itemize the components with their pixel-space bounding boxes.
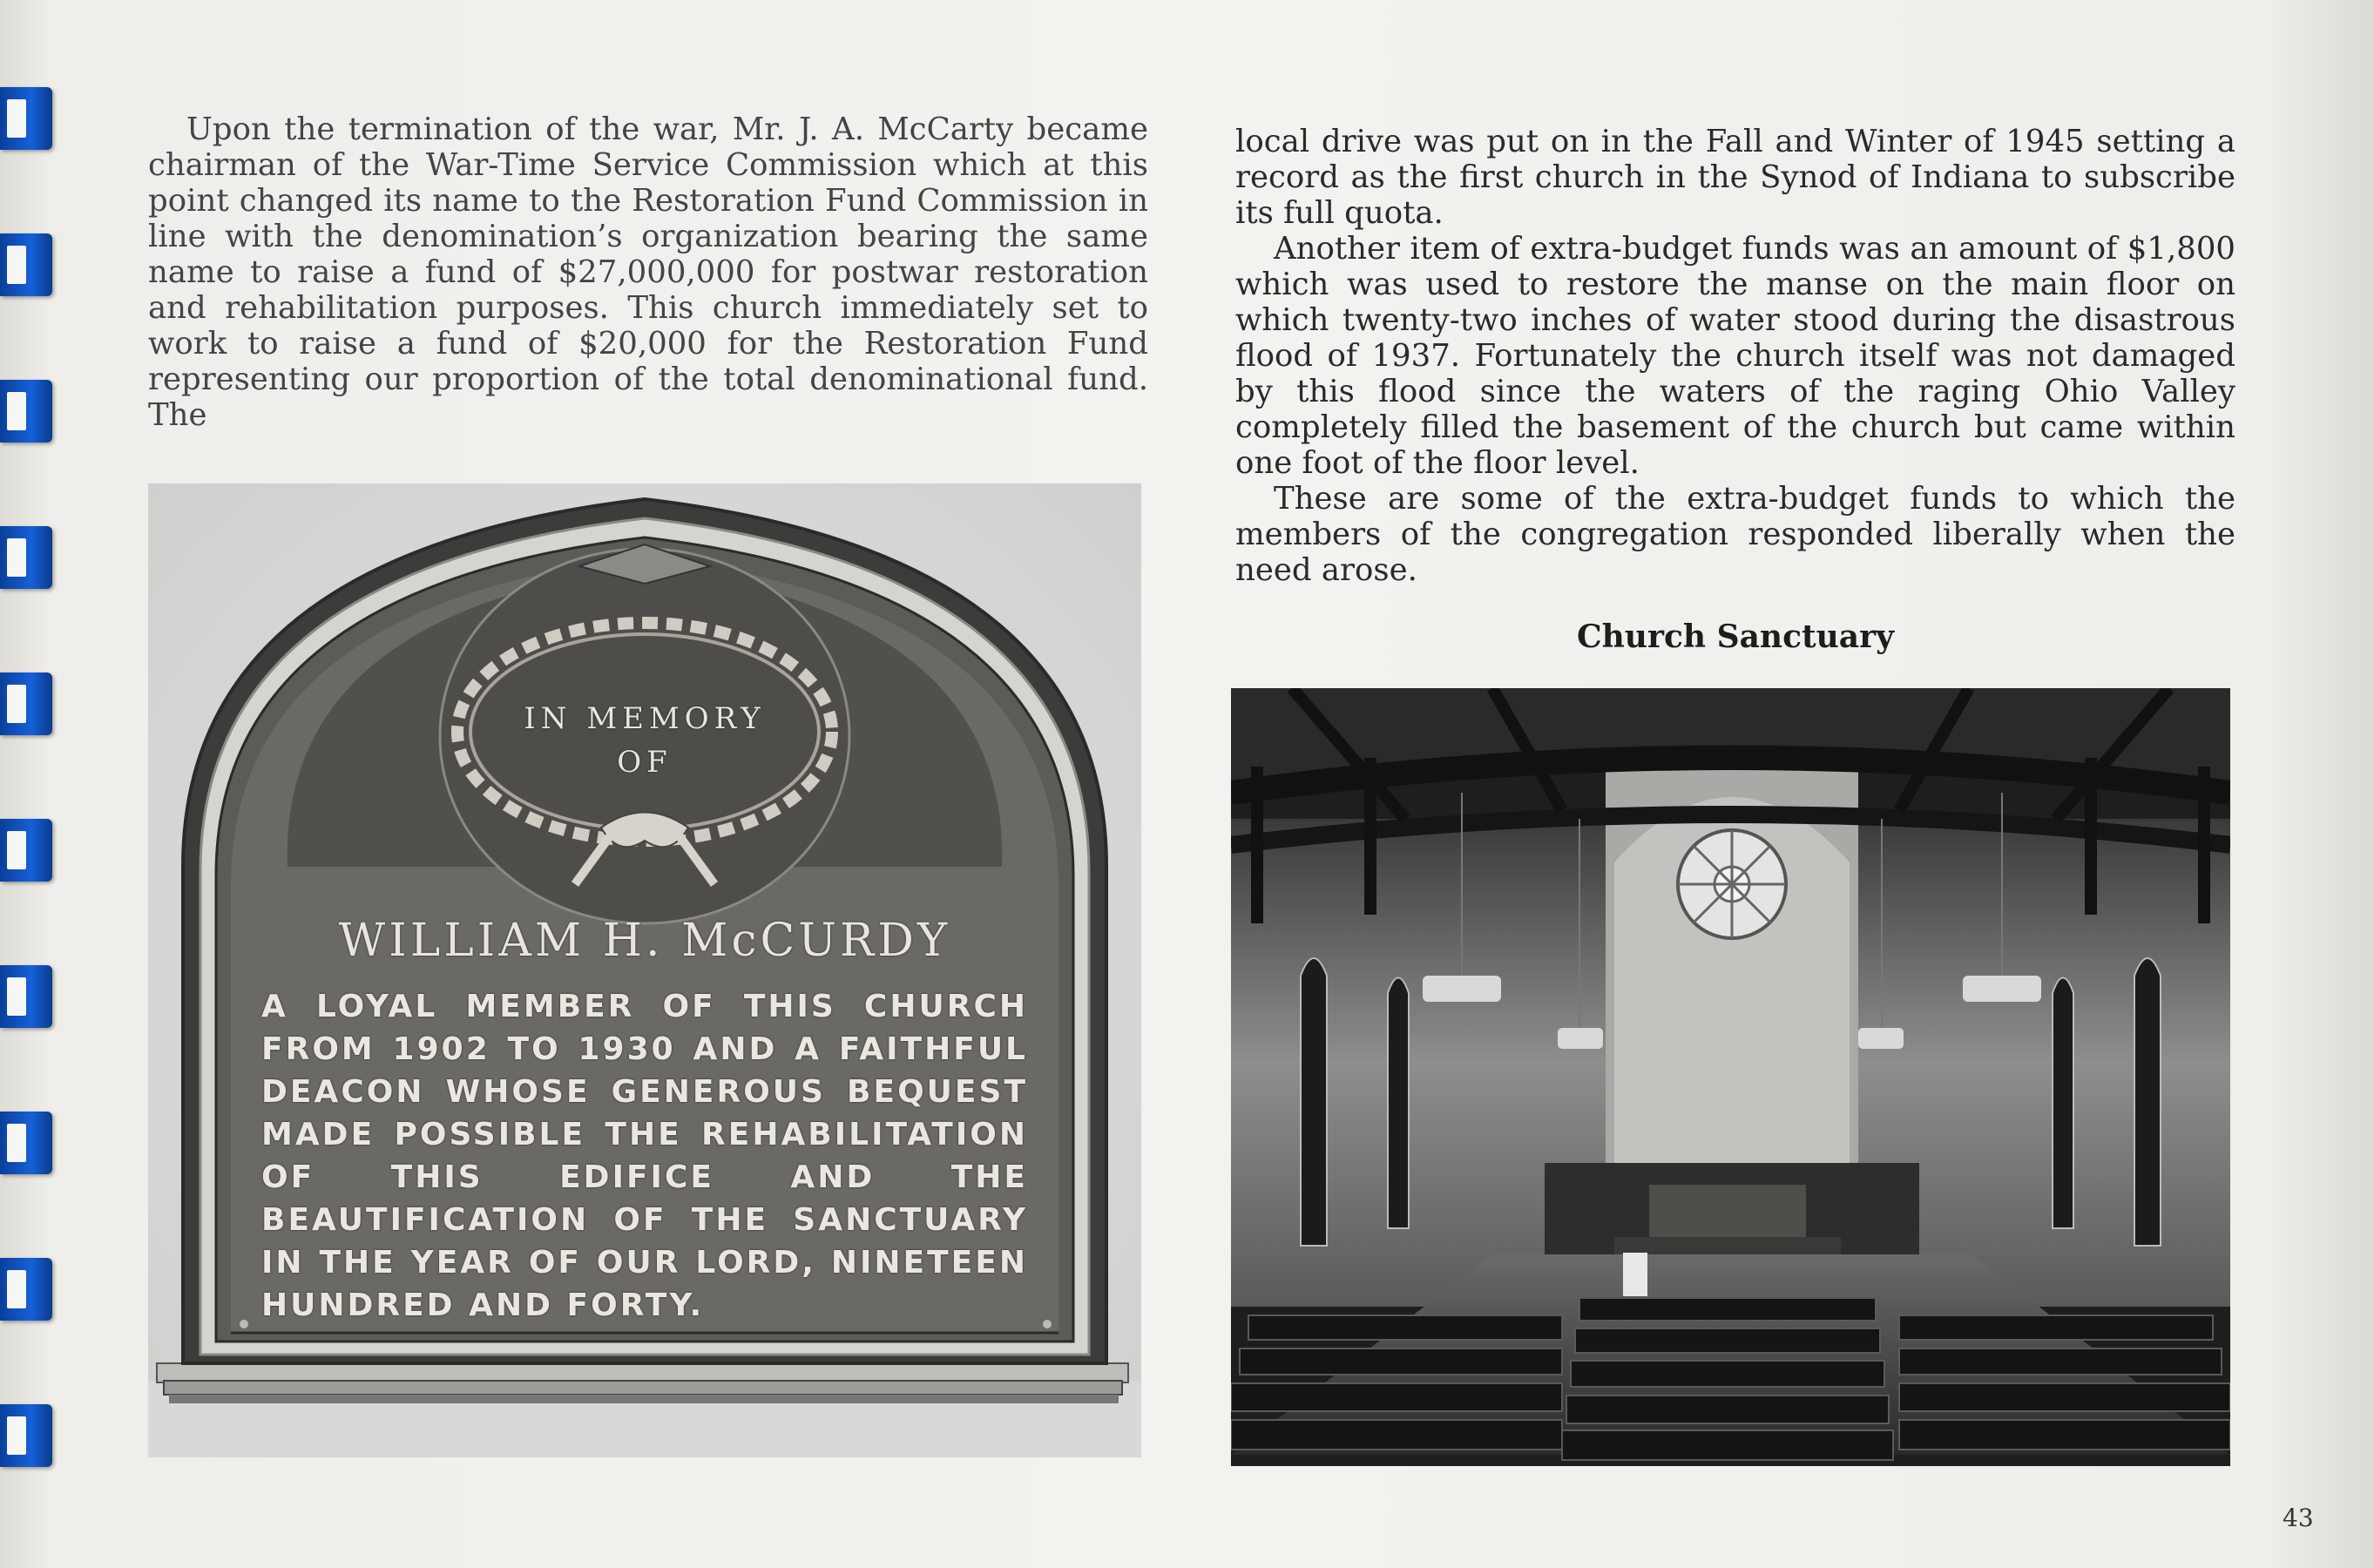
plaque-inscription: A LOYAL MEMBER OF THIS CHURCH FROM 1902 TO 1930 AND A FAITHFUL DEACON WHOSE GENEROUS BEQUEST MADE POSSIBLE THE REHABILITATION OF THIS EDIFICE AND THE BEAUTIFICATION OF THE SANCTUARY IN THE YEAR OF OUR LORD, NINETEEN HUNDRED AND FORTY. — [261, 989, 1028, 1323]
paragraph: Another item of extra-budget funds was an amount of $1,800 which was used to restore the manse on the main floor on which twenty-two inches of water stood during the disastrous flood of 1937. Fortunately the church itself was not damaged by this flood since the waters of the raging Ohio Valley completely filled the basement of the church but came within one foot of the floor level. — [1235, 231, 2235, 481]
church-sanctuary-photo — [1231, 688, 2230, 1466]
binding-ring — [0, 672, 52, 735]
binding-ring — [0, 1112, 52, 1174]
plaque-name: WILLIAM H. McCURDY — [338, 915, 951, 967]
page-number: 43 — [2283, 1504, 2314, 1532]
plaque-of: OF — [617, 745, 673, 780]
paragraph: local drive was put on in the Fall and Winter of 1945 setting a record as the first church in the Synod of Indiana to subscribe its full quota. — [1235, 124, 2235, 231]
photo-caption: Church Sanctuary — [1576, 618, 1895, 655]
binding-ring — [0, 1258, 52, 1321]
binding-ring — [0, 965, 52, 1028]
plaque-in-memory: IN MEMORY — [524, 701, 766, 736]
left-text-column — [148, 112, 1148, 433]
binding-ring — [0, 1404, 52, 1467]
memorial-plaque-photo — [148, 483, 1141, 1457]
paragraph: These are some of the extra-budget funds to which the members of the congregation responded liberally when the need arose. — [1235, 481, 2235, 588]
spiral-binding — [0, 0, 61, 1568]
binding-ring — [0, 380, 52, 443]
sanctuary-illustration — [1231, 688, 2230, 1466]
binding-ring — [0, 87, 52, 150]
binding-ring — [0, 233, 52, 296]
paragraph: Upon the termination of the war, Mr. J. A. McCarty became chairman of the War-Time Service Commission which at this point changed its name to the Restoration Fund Commission in line with the denomination’s organization bearing the same name to raise a fund of $27,000,000 for postwar restoration and rehabilitation purposes. This church immediately set to work to raise a fund of $20,000 for the Restoration Fund representing our proportion of the total denominational fund. The — [148, 112, 1148, 433]
binding-ring — [0, 526, 52, 589]
binding-ring — [0, 819, 52, 882]
right-text-column — [1235, 124, 2235, 588]
